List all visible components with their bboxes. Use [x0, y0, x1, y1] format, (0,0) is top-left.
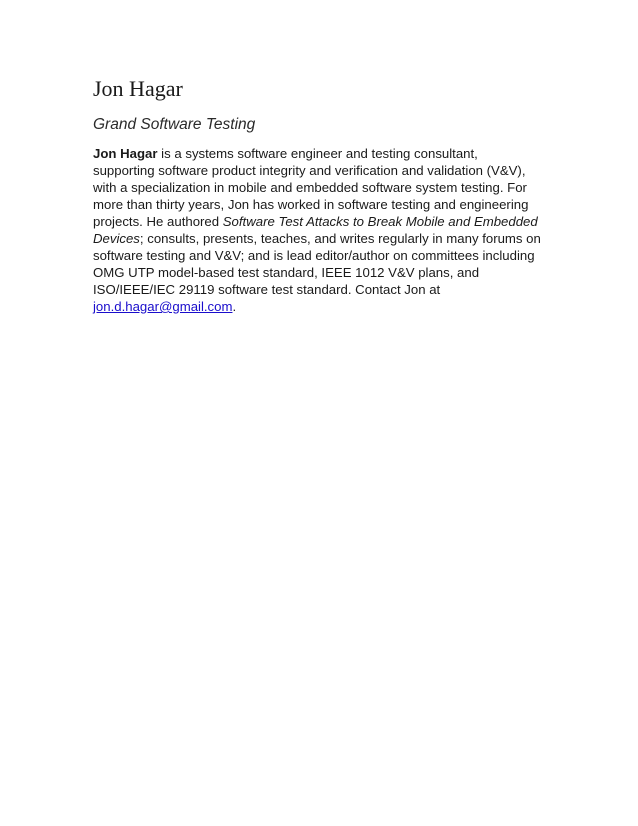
bio-text-3: . [232, 299, 237, 314]
author-name-heading: Jon Hagar [93, 76, 183, 101]
profile-section [93, 76, 543, 315]
bio-paragraph [93, 145, 543, 315]
company-subtitle: Grand Software Testing [93, 116, 256, 133]
email-link[interactable]: jon.d.hagar@gmail.com [93, 299, 233, 314]
bio-text-2: ; consults, presents, teaches, and writes regularly in many forums on software testing and V&V; and is lead editor/author on committees including OMG UTP model-based test standard, IEEE 1012 V&V plans, and ISO/IEEE/IEC 29119 software test standard. Contact Jon at [93, 231, 541, 297]
bio-bold-name: Jon Hagar [93, 146, 158, 161]
book-title: Software Test Attacks to Break Mobile and Embedded Devices [93, 214, 538, 246]
bio-text-1: is a systems software engineer and testing consultant, supporting software product integrity and verification and validation (V&V), with a specialization in mobile and embedded software system testing. For more than thirty years, Jon has worked in software testing and engineering projects. He authored [93, 146, 529, 229]
